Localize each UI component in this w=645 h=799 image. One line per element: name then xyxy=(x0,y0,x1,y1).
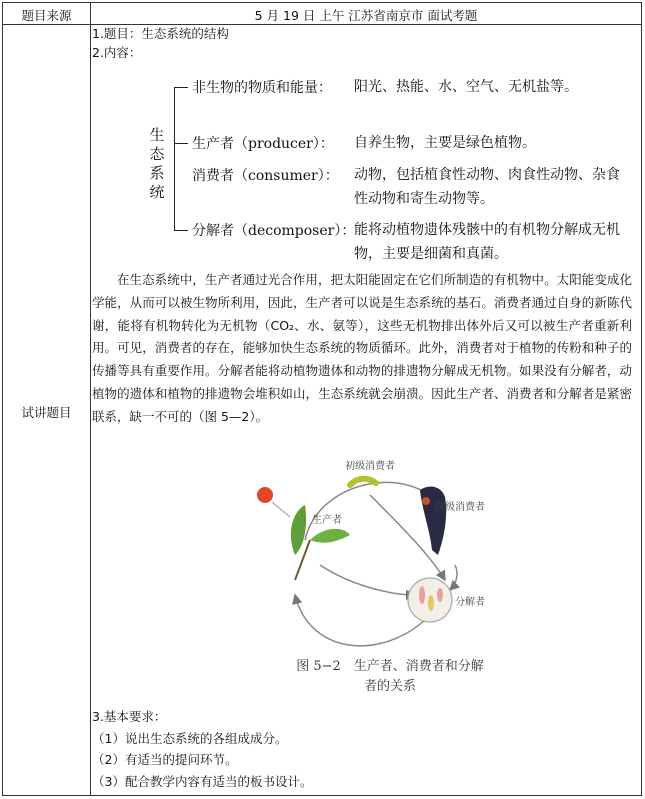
ecosystem-diagram xyxy=(92,70,632,270)
bacteria-shape xyxy=(437,588,443,602)
requirements xyxy=(92,706,632,792)
content-heading: 2.内容： xyxy=(92,45,142,60)
diagram-value: 能将动植物遗体残骸中的有机物分解成无机物，主要是细菌和真菌。 xyxy=(354,222,620,262)
label-secondary-consumer: 次级消费者 xyxy=(435,502,485,513)
header-row xyxy=(3,3,641,25)
diagram-key: 分解者（decomposer）： xyxy=(192,223,356,239)
cycle-arrow xyxy=(295,595,425,646)
requirements-title: 3.基本要求： xyxy=(92,709,167,724)
diagram-value: 自养生物，主要是绿色植物。 xyxy=(354,135,536,151)
leaf-icon xyxy=(291,505,306,555)
bacteria-shape xyxy=(419,586,425,604)
diagram-key: 消费者（consumer）： xyxy=(192,168,339,184)
content-intro xyxy=(92,24,632,62)
bird-throat xyxy=(422,497,430,505)
sunlight-ray xyxy=(272,502,290,517)
cycle-arrow xyxy=(320,565,415,595)
bacteria-shape xyxy=(428,595,434,611)
diagram-root-char: 态 xyxy=(149,145,165,163)
label-primary-consumer: 初级消费者 xyxy=(345,461,395,472)
diagram-key: 生产者（producer）： xyxy=(192,136,334,152)
cycle-arrow xyxy=(450,565,457,590)
leaf-icon xyxy=(310,529,350,543)
requirement-item: （1）说出生态系统的各组成成分。 xyxy=(92,730,288,746)
bracket-tick xyxy=(174,143,188,144)
diagram-root-char: 统 xyxy=(149,183,165,201)
label-producer: 生产者 xyxy=(312,515,342,526)
diagram-value: 阳光、热能、水、空气、无机盐等。 xyxy=(354,79,578,95)
source-label: 题目来源 xyxy=(21,8,72,23)
bracket-tick xyxy=(174,87,188,88)
diagram-root-char: 生 xyxy=(149,126,165,144)
diagram-root xyxy=(148,126,166,202)
label-decomposer: 分解者 xyxy=(455,597,485,608)
requirement-item: （3）配合教学内容有适当的板书设计。 xyxy=(92,773,313,789)
bird-icon xyxy=(420,486,446,555)
body-paragraph: 在生态系统中，生产者通过光合作用，把太阳能固定在它们所制造的有机物中。太阳能变成化学能，从而可以被生物所利用，因此，生产者可以说是生态系统的基石。消费者通过自身的新陈代谢，能将有机物转化为无机物（CO₂、水、氨等），这些无机物排出体外后又可以被生产者重新利用。可见，消费者的存在，能够加快生态系统的物质循环。此外，消费者对于植物的传粉和种子的传播等具有重要作用。分解者能将动植物遗体和动物的排遗物分解成无机物。如果没有分解者，动植物的遗体和植物的排遗物会堆积如山，生态系统就会崩溃。因此生产者、消费者和分解者是紧密联系，缺一不可的（图 5—2）。 xyxy=(92,272,632,424)
diagram-bracket xyxy=(174,87,175,230)
figure-caption xyxy=(270,657,510,697)
bracket-tick xyxy=(174,230,188,231)
diagram-value: 动物，包括植食性动物、肉食性动物、杂食性动物和寄生动物等。 xyxy=(354,167,620,207)
topic-title: 1.题目：生态系统的结构 xyxy=(92,26,229,41)
diagram-key: 非生物的物质和能量： xyxy=(192,80,332,96)
caption-line: 者的关系 xyxy=(363,679,416,694)
source-value: 5 月 19 日 上午 江苏省南京市 面试考题 xyxy=(254,8,478,23)
column-divider xyxy=(90,3,91,795)
diagram-root-char: 系 xyxy=(149,164,165,182)
requirement-item: （2）有适当的提问环节。 xyxy=(92,752,238,767)
caption-line: 图 5−2 生产者、消费者和分解 xyxy=(296,659,484,674)
topic-label: 试讲题目 xyxy=(21,405,72,420)
sun-icon xyxy=(257,487,273,503)
